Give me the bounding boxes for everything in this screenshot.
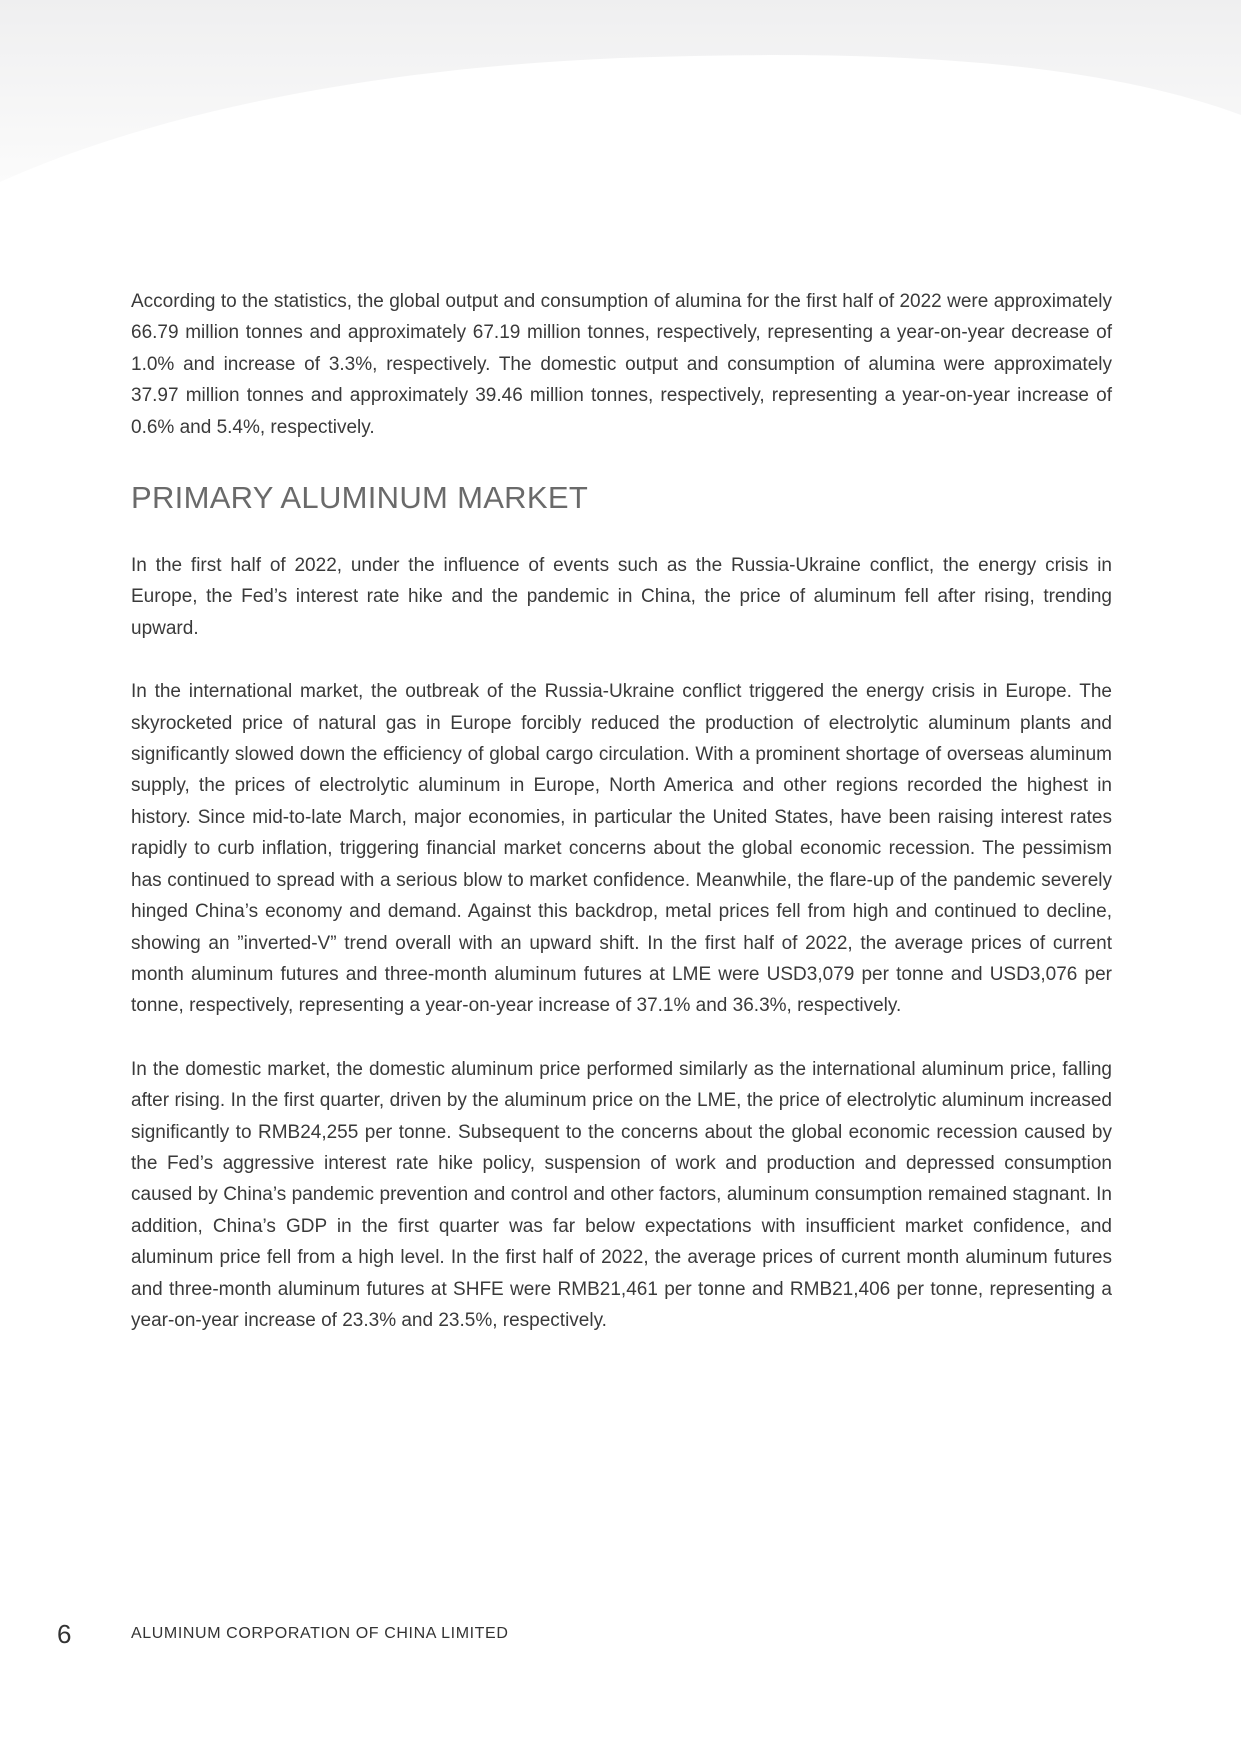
paragraph-overview: In the first half of 2022, under the influence of events such as the Russia-Ukraine conflict, the energy crisis in Europe, the Fed’s interest rate hike and the pandemic in China, the price of aluminum fell after rising, trending upward. <box>131 555 1112 639</box>
page-content <box>131 286 1112 1336</box>
paragraph-domestic-market: In the domestic market, the domestic aluminum price performed similarly as the international aluminum price, falling after rising. In the first quarter, driven by the aluminum price on the LME, the price of electrolytic aluminum increased significantly to RMB24,255 per tonne. Subsequent to the concerns about the global economic recession caused by the Fed’s aggressive interest rate hike policy, suspension of work and production and depressed consumption caused by China’s pandemic prevention and control and other factors, aluminum consumption remained stagnant. In addition, China’s GDP in the first quarter was far below expectations with insufficient market confidence, and aluminum price fell from a high level. In the first half of 2022, the average prices of current month aluminum futures and three-month aluminum futures at SHFE were RMB21,461 per tonne and RMB21,406 per tonne, representing a year-on-year increase of 23.3% and 23.5%, respectively. <box>131 1058 1112 1331</box>
paragraph-international-market: In the international market, the outbreak of the Russia-Ukraine conflict triggered the energy crisis in Europe. The skyrocketed price of natural gas in Europe forcibly reduced the production of electrolytic aluminum plants and significantly slowed down the efficiency of global cargo circulation. With a prominent shortage of overseas aluminum supply, the prices of electrolytic aluminum in Europe, North America and other regions recorded the highest in history. Since mid-to-late March, major economies, in particular the United States, have been raising interest rates rapidly to curb inflation, triggering financial market concerns about the global economic recession. The pessimism has continued to spread with a serious blow to market confidence. Meanwhile, the flare-up of the pandemic severely hinged China’s economy and demand. Against this backdrop, metal prices fell from high and continued to decline, showing an ”inverted-V” trend overall with an upward shift. In the first half of 2022, the average prices of current month aluminum futures and three-month aluminum futures at LME were USD3,079 per tonne and USD3,076 per tonne, respectively, representing a year-on-year increase of 37.1% and 36.3%, respectively. <box>131 681 1112 1017</box>
header-swoosh-decoration <box>0 0 1241 200</box>
section-heading: PRIMARY ALUMINUM MARKET <box>131 480 589 516</box>
footer-company-name: ALUMINUM CORPORATION OF CHINA LIMITED <box>131 1625 509 1642</box>
page-footer <box>57 1616 657 1652</box>
intro-paragraph: According to the statistics, the global output and consumption of alumina for the first half of 2022 were approximately 66.79 million tonnes and approximately 67.19 million tonnes, respectively, representing a year-on-year decrease of 1.0% and increase of 3.3%, respectively. The domestic output and consumption of alumina were approximately 37.97 million tonnes and approximately 39.46 million tonnes, respectively, representing a year-on-year increase of 0.6% and 5.4%, respectively. <box>131 291 1112 438</box>
page-number: 6 <box>57 1619 72 1649</box>
